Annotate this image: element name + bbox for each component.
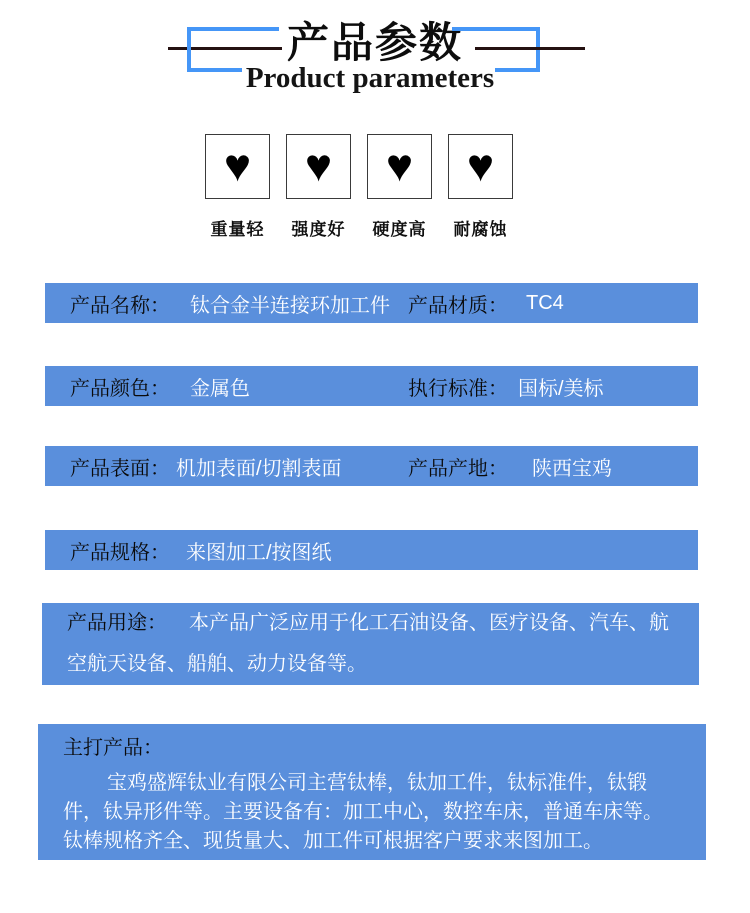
usage-text: 本产品广泛应用于化工石油设备、医疗设备、汽车、航空航天设备、船舶、动力设备等。	[67, 612, 669, 675]
feature-item-light-weight	[205, 134, 270, 240]
spec-value: TC4	[526, 291, 564, 314]
spec-pair	[70, 536, 332, 565]
spec-row-product-surface	[45, 446, 698, 486]
spec-pair	[408, 372, 604, 401]
heart-icon: ♥	[304, 138, 333, 191]
spec-value: 金属色	[190, 377, 250, 400]
header	[0, 0, 750, 115]
spec-value: 来图加工/按图纸	[186, 541, 332, 564]
spec-row-product-spec	[45, 530, 698, 570]
spec-row-product-color	[45, 366, 698, 406]
feature-label: 耐腐蚀	[453, 220, 508, 239]
divider-line-right	[475, 47, 585, 50]
page-subtitle: Product parameters	[245, 62, 495, 94]
spec-row-product-usage	[42, 603, 699, 685]
spec-label: 产品名称：	[70, 294, 170, 317]
main-products-block	[38, 724, 706, 860]
main-products-text: 宝鸡盛辉钛业有限公司主营钛棒，钛加工件，钛标准件，钛锻件，钛异形件等。主要设备有：加工中心，数控车床，普通车床等。钛棒规格齐全、现货量大、加工件可根据客户要求来图加工。	[63, 772, 663, 852]
spec-pair	[408, 452, 612, 481]
feature-item-high-hardness	[367, 134, 432, 240]
spec-value: 陕西宝鸡	[532, 457, 612, 480]
feature-item-good-strength	[286, 134, 351, 240]
feature-list	[205, 134, 513, 240]
spec-pair	[408, 289, 564, 318]
feature-label: 强度好	[291, 220, 346, 239]
feature-item-corrosion-resistant	[448, 134, 513, 240]
spec-row-product-name	[45, 283, 698, 323]
spec-value: 钛合金半连接环加工件	[190, 294, 390, 317]
feature-icon-box	[286, 134, 351, 199]
heart-icon: ♥	[223, 138, 252, 191]
heart-icon: ♥	[466, 138, 495, 191]
spec-label: 执行标准：	[408, 377, 508, 400]
heart-icon: ♥	[385, 138, 414, 191]
feature-icon-box	[205, 134, 270, 199]
feature-label: 重量轻	[210, 220, 265, 239]
spec-label: 产品产地：	[408, 457, 508, 480]
spec-label: 产品表面：	[70, 457, 170, 480]
spec-pair	[70, 289, 390, 318]
feature-icon-box	[448, 134, 513, 199]
spec-value: 机加表面/切割表面	[176, 457, 342, 480]
page-title: 产品参数	[286, 19, 463, 66]
main-products-label: 主打产品：	[63, 737, 163, 759]
spec-value: 国标/美标	[518, 377, 604, 400]
spec-label: 产品颜色：	[70, 377, 170, 400]
feature-label: 硬度高	[372, 220, 427, 239]
feature-icon-box	[367, 134, 432, 199]
usage-paragraph	[42, 603, 699, 685]
spec-pair	[70, 452, 342, 481]
spec-pair	[70, 372, 250, 401]
spec-label: 产品用途：	[67, 612, 167, 634]
spec-label: 产品规格：	[70, 541, 170, 564]
spec-label: 产品材质：	[408, 294, 508, 317]
